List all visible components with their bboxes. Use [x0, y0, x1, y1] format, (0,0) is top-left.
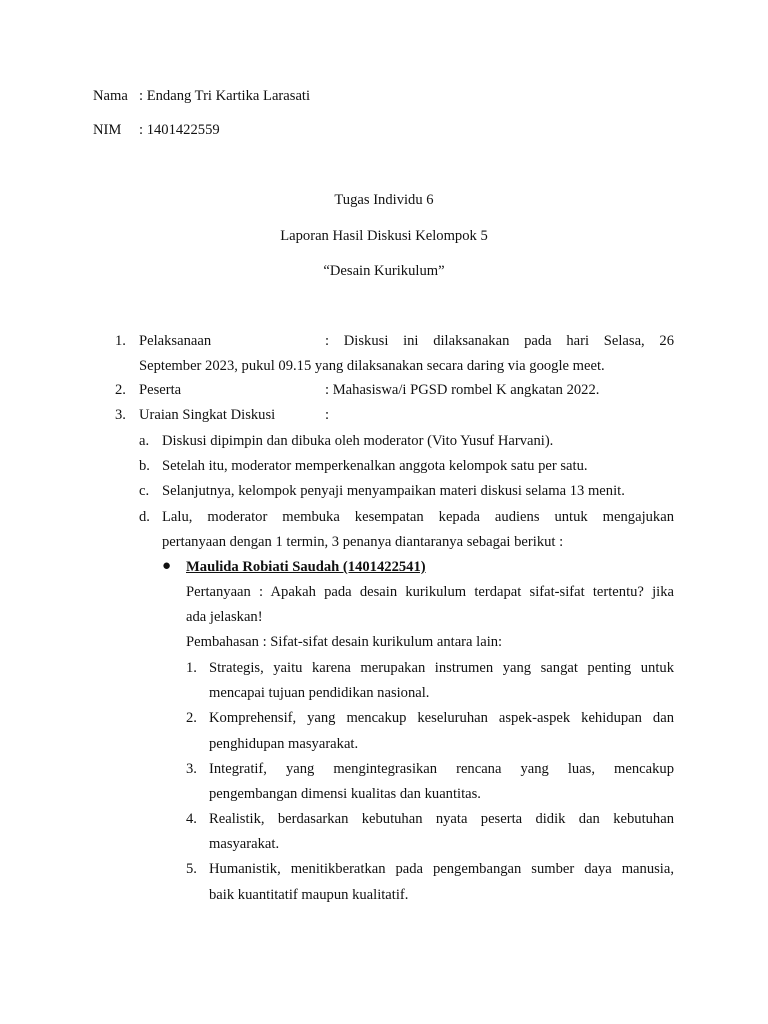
sifat-5-line2: baik kuantitatif maupun kualitatif.	[209, 887, 409, 903]
sifat-4-number: 4.	[186, 811, 197, 827]
item-3-label: Uraian Singkat Diskusi	[139, 407, 276, 423]
penanya-name: Maulida Robiati Saudah (1401422541)	[186, 559, 426, 575]
sifat-4-line1: Realistik, berdasarkan kebutuhan nyata peserta didik dan kebutuhan	[209, 811, 674, 827]
subitem-c-text: Selanjutnya, kelompok penyaji menyampaikan materi diskusi selama 13 menit.	[162, 483, 625, 499]
subitem-b-text: Setelah itu, moderator memperkenalkan anggota kelompok satu per satu.	[162, 458, 588, 474]
sifat-1-line1: Strategis, yaitu karena merupakan instrumen yang sangat penting untuk	[209, 660, 674, 676]
sifat-3-number: 3.	[186, 761, 197, 777]
nim-label: NIM	[93, 122, 122, 138]
title-topik: “Desain Kurikulum”	[323, 263, 445, 279]
sifat-2-line1: Komprehensif, yang mencakup keseluruhan aspek-aspek kehidupan dan	[209, 710, 674, 726]
nama-label: Nama	[93, 88, 128, 104]
subitem-c-letter: c.	[139, 483, 150, 499]
sifat-1-number: 1.	[186, 660, 197, 676]
subitem-d-line1: Lalu, moderator membuka kesempatan kepada audiens untuk mengajukan	[162, 509, 674, 525]
nama-value: : Endang Tri Kartika Larasati	[139, 88, 311, 104]
item-1-text-line2: September 2023, pukul 09.15 yang dilaksanakan secara daring via google meet.	[139, 358, 605, 374]
item-2-label: Peserta	[139, 382, 182, 398]
item-2-number: 2.	[115, 382, 126, 398]
item-2-text: : Mahasiswa/i PGSD rombel K angkatan 2022.	[325, 382, 600, 398]
subitem-d-letter: d.	[139, 509, 150, 525]
item-1-label: Pelaksanaan	[139, 333, 212, 349]
nim-value: : 1401422559	[139, 122, 220, 138]
title-tugas: Tugas Individu 6	[334, 192, 434, 208]
pembahasan: Pembahasan : Sifat-sifat desain kurikulum antara lain:	[186, 634, 503, 650]
sifat-1-line2: mencapai tujuan pendidikan nasional.	[209, 685, 430, 701]
sifat-5-line1: Humanistik, menitikberatkan pada pengembangan sumber daya manusia,	[209, 861, 674, 877]
pertanyaan-line1: Pertanyaan : Apakah pada desain kurikulum terdapat sifat-sifat tertentu? jika	[186, 584, 674, 600]
item-1-number: 1.	[115, 333, 126, 349]
subitem-a-text: Diskusi dipimpin dan dibuka oleh moderator (Vito Yusuf Harvani).	[162, 433, 554, 449]
bullet-icon: ●	[162, 558, 172, 574]
item-1-text-line1: : Diskusi ini dilaksanakan pada hari Selasa, 26	[325, 333, 674, 349]
sifat-3-line1: Integratif, yang mengintegrasikan rencana yang luas, mencakup	[209, 761, 674, 777]
item-3-number: 3.	[115, 407, 126, 423]
subitem-b-letter: b.	[139, 458, 150, 474]
sifat-4-line2: masyarakat.	[209, 836, 280, 852]
subitem-a-letter: a.	[139, 433, 150, 449]
sifat-5-number: 5.	[186, 861, 197, 877]
pertanyaan-line2: ada jelaskan!	[186, 609, 263, 625]
sifat-2-line2: penghidupan masyarakat.	[209, 736, 359, 752]
subitem-d-line2: pertanyaan dengan 1 termin, 3 penanya diantaranya sebagai berikut :	[162, 534, 564, 550]
title-laporan: Laporan Hasil Diskusi Kelompok 5	[280, 228, 488, 244]
sifat-3-line2: pengembangan dimensi kualitas dan kuantitas.	[209, 786, 481, 802]
item-3-colon: :	[325, 407, 330, 423]
sifat-2-number: 2.	[186, 710, 197, 726]
